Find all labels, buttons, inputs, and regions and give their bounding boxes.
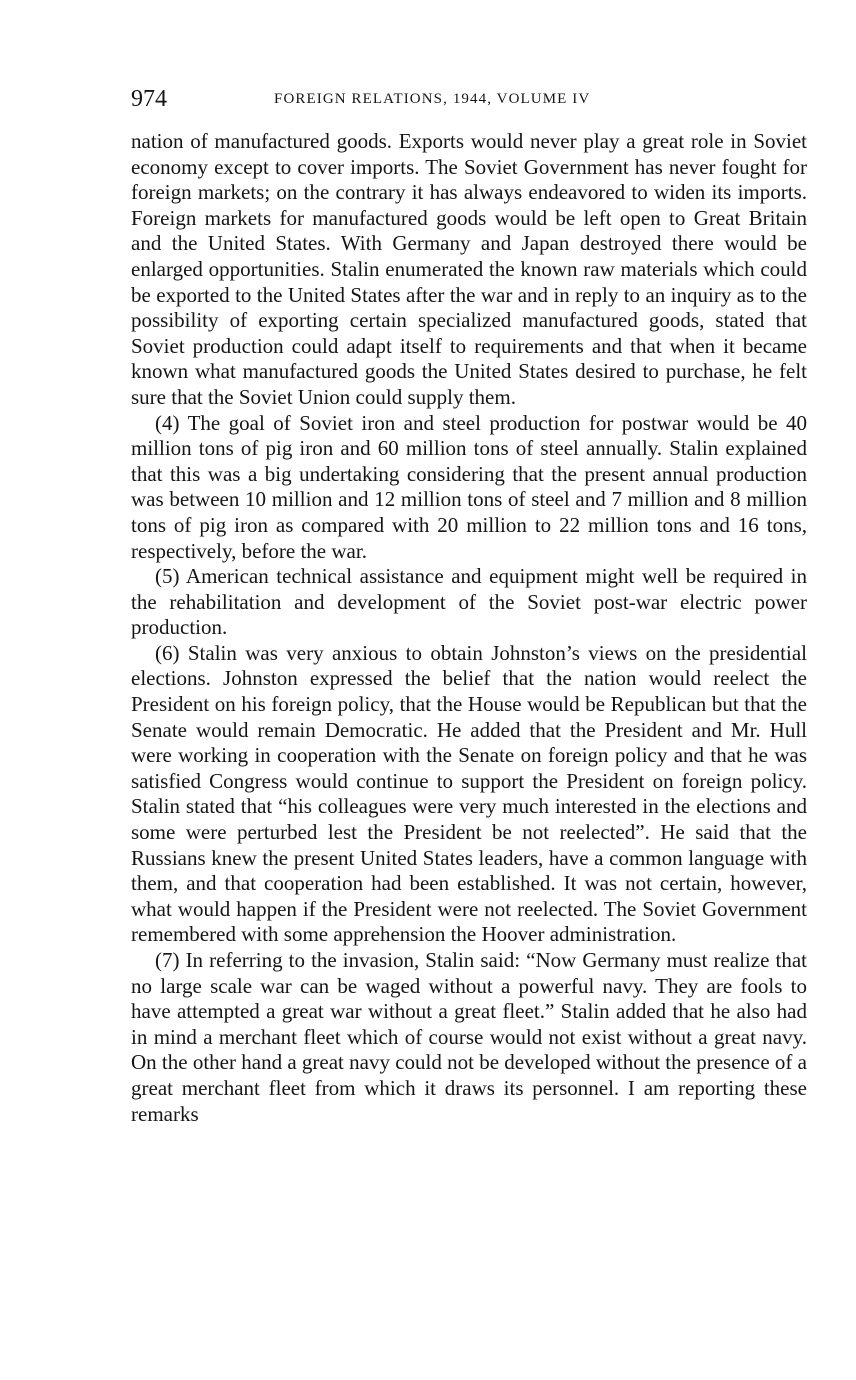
running-head: FOREIGN RELATIONS, 1944, VOLUME IV	[274, 91, 591, 107]
page-number: 974	[131, 86, 167, 112]
paragraph-continuation: nation of manufactured goods. Exports would never play a great role in Soviet economy except to cover imports. The Soviet Government has never fought for foreign markets; on the contrary it has always endeavored to widen its imports. Foreign markets for manufactured goods would be left open to Great Britain and the United States. With Germany and Japan destroyed there would be enlarged opportunities. Stalin enumerated the known raw materials which could be exported to the United States after the war and in reply to an inquiry as to the possibility of exporting certain specialized manufactured goods, stated that Soviet production could adapt itself to requirements and that when it became known what manufactured goods the United States desired to purchase, he felt sure that the Soviet Union could supply them.	[131, 129, 807, 409]
paragraph-item-7: (7) In referring to the invasion, Stalin said: “Now Germany must realize that no large scale war can be waged without a powerful navy. They are fools to have attempted a great war without a great fleet.” Stalin added that he also had in mind a merchant fleet which of course would not exist without a great navy. On the other hand a great navy could not be developed without the presence of a great merchant fleet from which it draws its personnel. I am reporting these remarks	[131, 948, 807, 1126]
paragraph-item-4: (4) The goal of Soviet iron and steel production for postwar would be 40 million tons of pig iron and 60 million tons of steel annually. Stalin explained that this was a big undertaking considering that the present annual production was between 10 million and 12 million tons of steel and 7 million and 8 million tons of pig iron as compared with 20 million to 22 million tons and 16 tons, respectively, before the war.	[131, 410, 807, 563]
paragraph-item-6: (6) Stalin was very anxious to obtain Johnston’s views on the presidential elections. Johnston expressed the belief that the nation would reelect the President on his foreign policy, that the House would be Republican but that the Senate would remain Democratic. He added that the President and Mr. Hull were working in cooperation with the Senate on foreign policy and that he was satisfied Congress would continue to support the President on foreign policy. Stalin stated that “his colleagues were very much interested in the elections and some were perturbed lest the President be not reelected”. He said that the Russians knew the present United States leaders, have a common language with them, and that cooperation had been established. It was not certain, however, what would happen if the President were not reelected. The Soviet Government remembered with some apprehension the Hoover administration.	[131, 640, 807, 947]
paragraph-item-5: (5) American technical assistance and equipment might well be required in the rehabilitation and development of the Soviet post-war electric power production.	[131, 564, 807, 640]
body-text	[131, 129, 807, 1127]
page-header	[131, 84, 807, 114]
